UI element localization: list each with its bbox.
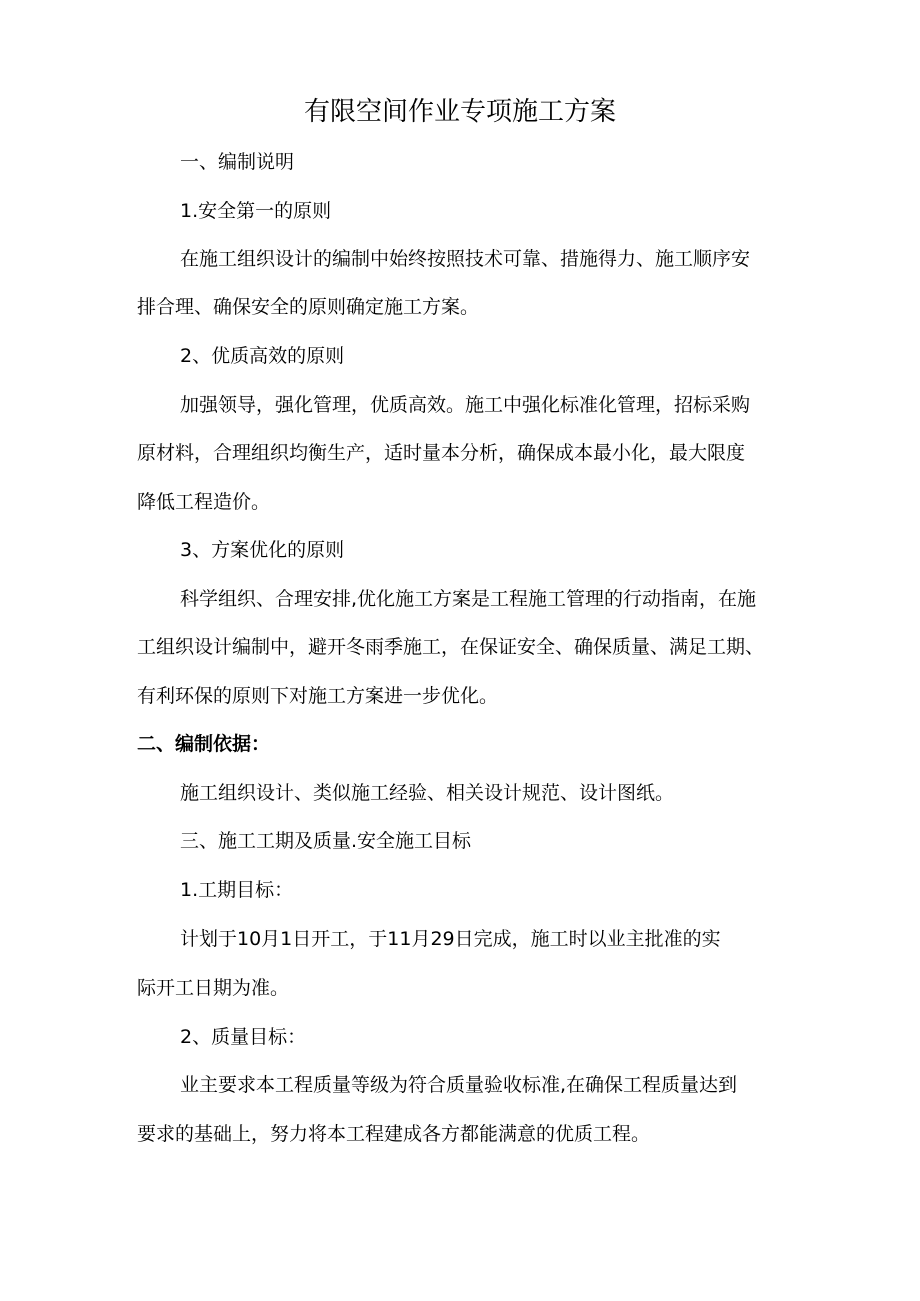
- document-title: 有限空间作业专项施工方案: [303, 97, 616, 127]
- paragraph-line: 降低工程造价。: [137, 491, 271, 513]
- subheading-1-3: 3、方案优化的原则: [180, 539, 345, 561]
- paragraph-line: 排合理、确保安全的原则确定施工方案。: [137, 296, 480, 318]
- paragraph-line: 加强领导，强化管理，优质高效。施工中强化标准化管理，招标采购: [180, 394, 751, 416]
- subheading-1-1: 1.安全第一的原则: [180, 200, 332, 222]
- paragraph-line: 原材料，合理组织均衡生产，适时量本分析，确保成本最小化，最大限度: [137, 442, 746, 464]
- subheading-1-2: 2、优质高效的原则: [180, 345, 345, 367]
- paragraph-line: 业主要求本工程质量等级为符合质量验收标准,在确保工程质量达到: [180, 1074, 738, 1096]
- paragraph-line: 际开工日期为准。: [137, 977, 290, 999]
- paragraph-line: 计划于10月1日开工，于11月29日完成，施工时以业主批准的实: [180, 928, 721, 950]
- paragraph-line: 要求的基础上，努力将本工程建成各方都能满意的优质工程。: [137, 1123, 651, 1145]
- subheading-3-1: 1.工期目标：: [180, 879, 294, 901]
- subheading-3-2: 2、质量目标：: [180, 1026, 307, 1048]
- section-heading-2: 二、编制依据：: [137, 733, 271, 755]
- paragraph-line: 科学组织、合理安排,优化施工方案是工程施工管理的行动指南，在施: [180, 588, 757, 610]
- section-heading-1: 一、编制说明: [180, 151, 295, 173]
- paragraph-line: 有利环保的原则下对施工方案进一步优化。: [137, 685, 499, 707]
- section-heading-3: 三、施工工期及质量.安全施工目标: [180, 830, 472, 852]
- paragraph-line: 工组织设计编制中，避开冬雨季施工，在保证安全、确保质量、满足工期、: [137, 636, 765, 658]
- paragraph-line: 在施工组织设计的编制中始终按照技术可靠、措施得力、施工顺序安: [180, 248, 751, 270]
- paragraph-line: 施工组织设计、类似施工经验、相关设计规范、设计图纸。: [180, 782, 675, 804]
